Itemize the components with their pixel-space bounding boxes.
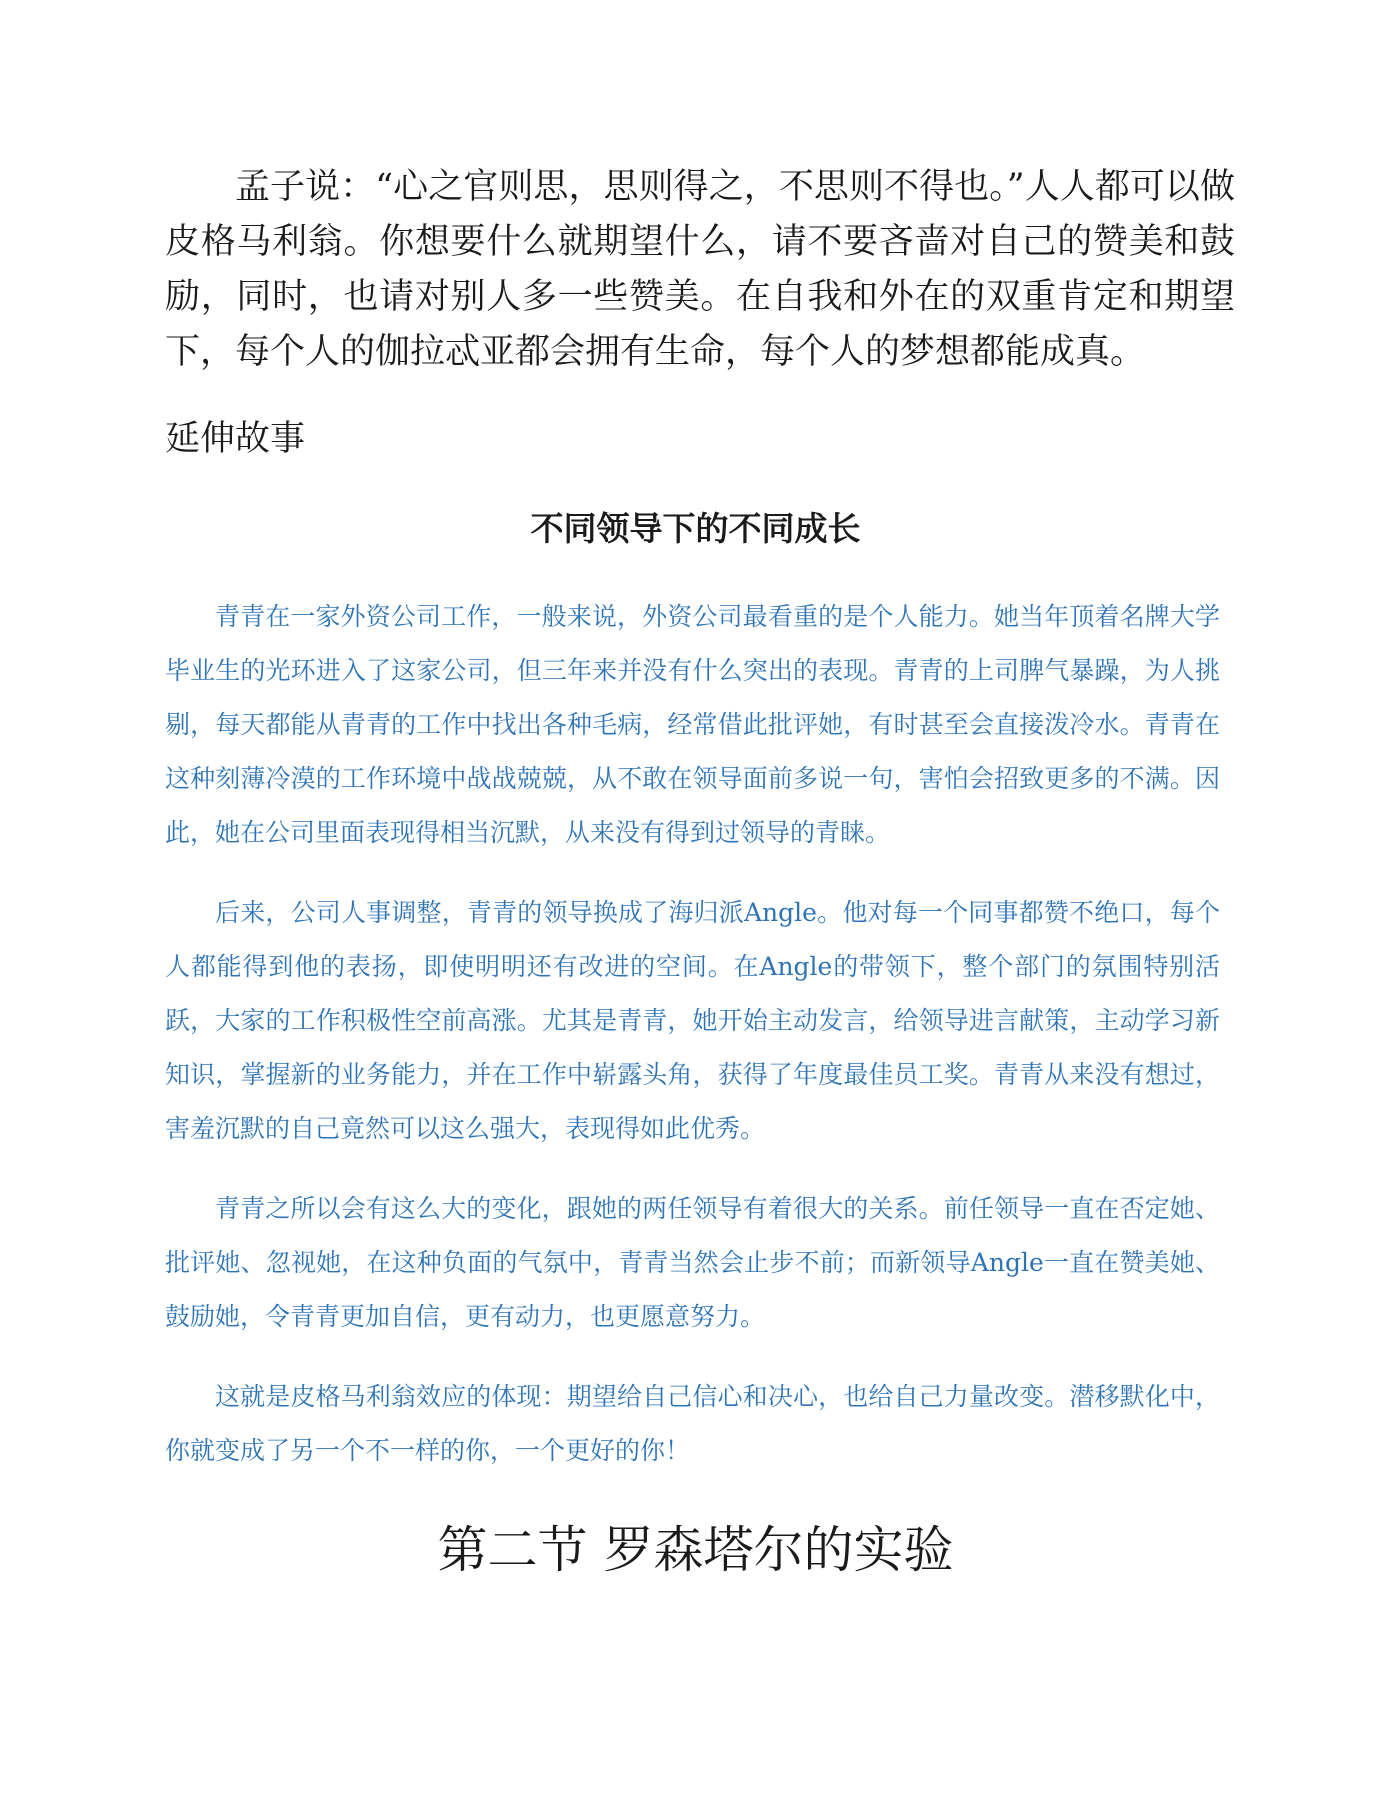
story-paragraph: 这就是皮格马利翁效应的体现：期望给自己信心和决心，也给自己力量改变。潜移默化中，你就变成了另一个不一样的你，一个更好的你！ xyxy=(165,1382,1220,1465)
section-label: 延伸故事 xyxy=(165,419,306,459)
story-title: 不同领导下的不同成长 xyxy=(530,509,861,548)
chapter-heading: 第二节 罗森塔尔的实验 xyxy=(437,1521,954,1579)
story-paragraph: 青青在一家外资公司工作，一般来说，外资公司最看重的是个人能力。她当年顶着名牌大学毕业生的光环进入了这家公司，但三年来并没有什么突出的表现。青青的上司脾气暴躁，为人挑剔，每天都能从青青的工作中找出各种毛病，经常借此批评她，有时甚至会直接泼冷水。青青在这种刻薄冷漠的工作环境中战战兢兢，从不敢在领导面前多说一句，害怕会招致更多的不满。因此，她在公司里面表现得相当沉默，从来没有得到过领导的青睐。 xyxy=(165,602,1220,847)
story-paragraph: 后来，公司人事调整，青青的领导换成了海归派Angle。他对每一个同事都赞不绝口，每个人都能得到他的表扬，即使明明还有改进的空间。在Angle的带领下，整个部门的氛围特别活跃，大家的工作积极性空前高涨。尤其是青青，她开始主动发言，给领导进言献策，主动学习新知识，掌握新的业务能力，并在工作中崭露头角，获得了年度最佳员工奖。青青从来没有想过，害羞沉默的自己竟然可以这么强大，表现得如此优秀。 xyxy=(165,898,1220,1143)
story-paragraph: 青青之所以会有这么大的变化，跟她的两任领导有着很大的关系。前任领导一直在否定她、批评她、忽视她，在这种负面的气氛中，青青当然会止步不前；而新领导Angle一直在赞美她、鼓励她，令青青更加自信，更有动力，也更愿意努力。 xyxy=(165,1194,1220,1331)
intro-paragraph: 孟子说：“心之官则思，思则得之，不思则不得也。”人人都可以做皮格马利翁。你想要什么就期望什么，请不要吝啬对自己的赞美和鼓励，同时，也请对别人多一些赞美。在自我和外在的双重肯定和期望下，每个人的伽拉忒亚都会拥有生命，每个人的梦想都能成真。 xyxy=(165,167,1235,372)
